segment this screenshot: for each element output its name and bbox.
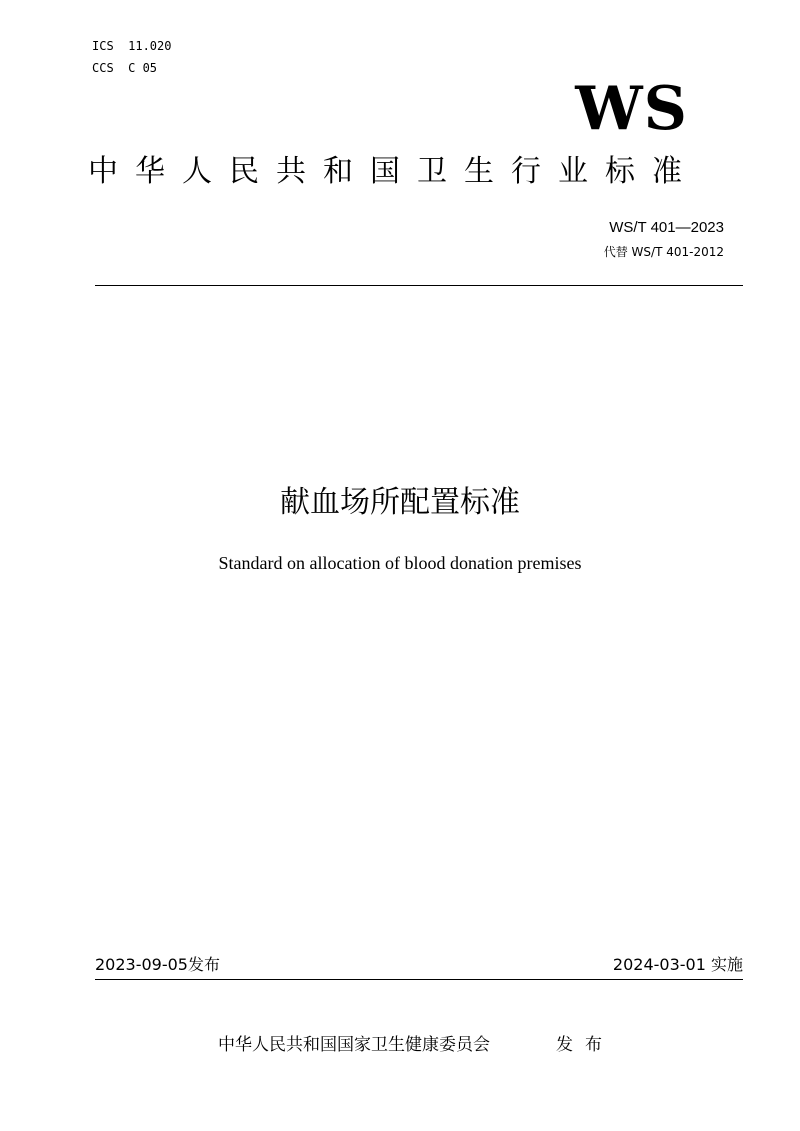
document-title-english: Standard on allocation of blood donation premises bbox=[218, 553, 582, 573]
document-title-chinese: 献血场所配置标准 bbox=[280, 485, 520, 520]
top-divider bbox=[95, 285, 743, 286]
ws-logo: WS bbox=[575, 74, 688, 144]
replaces-standard: 代替 WS/T 401-2012 bbox=[603, 245, 724, 259]
issuing-authority: 中华人民共和国国家卫生健康委员会 bbox=[218, 1035, 490, 1055]
bottom-divider bbox=[95, 979, 743, 980]
organization-title: 中华人民共和国卫生行业标准 bbox=[88, 154, 699, 189]
publish-label: 发布 bbox=[556, 1035, 614, 1055]
ccs-code: CCS C 05 bbox=[92, 61, 158, 75]
issue-date: 2023-09-05发布 bbox=[95, 955, 220, 974]
ics-code: ICS 11.020 bbox=[92, 39, 172, 53]
implementation-date: 2024-03-01 实施 bbox=[612, 955, 743, 974]
standard-number: WS/T 401—2023 bbox=[609, 219, 724, 236]
